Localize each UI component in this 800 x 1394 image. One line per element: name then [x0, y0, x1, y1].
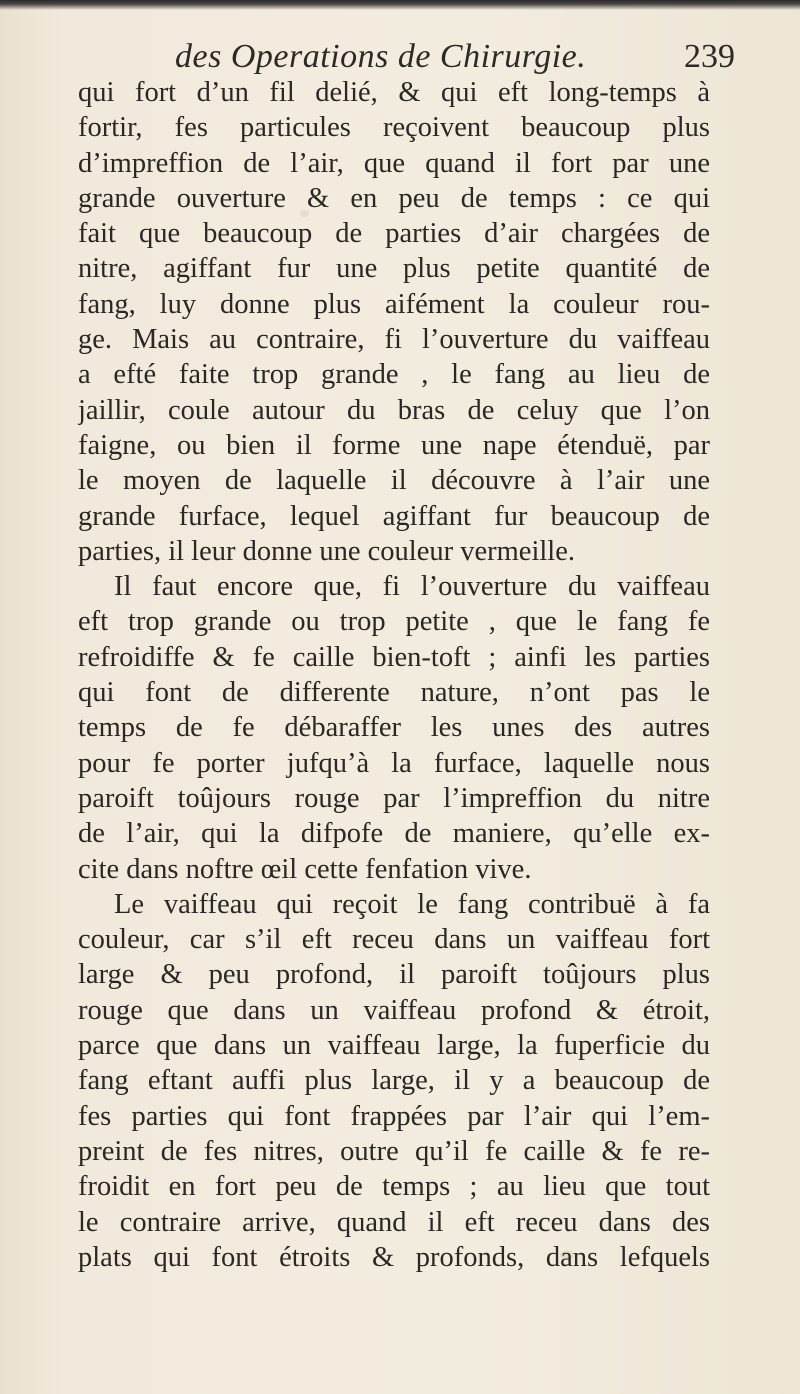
text-line: couleur, car s’il eft receu dans un vaiffeau fort: [78, 924, 710, 956]
text-line: refroidiffe & fe caille bien-toft ; ainfi les parties: [78, 641, 710, 673]
text-line: grande furface, lequel agiffant fur beaucoup de: [78, 500, 710, 532]
text-line: fang eftant auffi plus large, il y a beaucoup de: [78, 1065, 710, 1097]
text-line: temps de fe débaraffer les unes des autres: [78, 712, 710, 744]
text-line: cite dans noftre œil cette fenfation vive.: [78, 853, 532, 885]
text-line: faigne, ou bien il forme une nape étenduë, par: [78, 429, 710, 461]
text-line: plats qui font étroits & profonds, dans lefquels: [78, 1241, 710, 1273]
text-line: froidit en fort peu de temps ; au lieu que tout: [78, 1171, 710, 1203]
text-line: fang, luy donne plus aifément la couleur rou-: [78, 288, 710, 320]
running-title: des Operations de Chirurgie.: [175, 38, 587, 75]
text-line: eft trop grande ou trop petite , que le fang fe: [78, 606, 710, 638]
text-line: le moyen de laquelle il découvre à l’air une: [78, 465, 710, 497]
text-line: rouge que dans un vaiffeau profond & étroit,: [78, 994, 710, 1026]
text-line: ge. Mais au contraire, fi l’ouverture du vaiffeau: [78, 324, 710, 356]
text-line: fortir, fes particules reçoivent beaucoup plus: [78, 112, 710, 144]
text-line: qui fort d’un fil delié, & qui eft long-temps à: [78, 77, 710, 108]
text-line: d’impreffion de l’air, que quand il fort par une: [78, 147, 710, 179]
text-line: large & peu profond, il paroift toûjours plus: [78, 959, 710, 991]
text-line: fes parties qui font frappées par l’air qui l’em-: [78, 1100, 710, 1132]
paragraph-start-line: Le vaiffeau qui reçoit le fang contribuë à fa: [114, 888, 710, 920]
text-line: grande ouverture & en peu de temps : ce qui: [78, 182, 710, 214]
text-line: a efté faite trop grande , le fang au lieu de: [78, 359, 710, 391]
text-line: le contraire arrive, quand il eft receu dans des: [78, 1206, 710, 1238]
text-line: de l’air, qui la difpofe de maniere, qu’elle ex-: [78, 818, 710, 850]
body-text: [78, 75, 710, 1275]
text-line: pour fe porter jufqu’à la furface, laquelle nous: [78, 747, 710, 779]
text-line: qui font de differente nature, n’ont pas le: [78, 677, 710, 709]
page-top-edge: [0, 0, 800, 10]
text-line: fait que beaucoup de parties d’air chargées de: [78, 218, 710, 250]
text-line: jaillir, coule autour du bras de celuy que l’on: [78, 394, 710, 426]
text-line: nitre, agiffant fur une plus petite quantité de: [78, 253, 710, 285]
text-line: parce que dans un vaiffeau large, la fuperficie du: [78, 1030, 710, 1062]
text-line: parties, il leur donne une couleur vermeille.: [78, 535, 575, 567]
text-line: preint de fes nitres, outre qu’il fe caille & fe re-: [78, 1135, 710, 1167]
page-number: 239: [684, 38, 735, 75]
paragraph-start-line: Il faut encore que, fi l’ouverture du vaiffeau: [114, 571, 710, 603]
text-line: paroift toûjours rouge par l’impreffion du nitre: [78, 782, 710, 814]
